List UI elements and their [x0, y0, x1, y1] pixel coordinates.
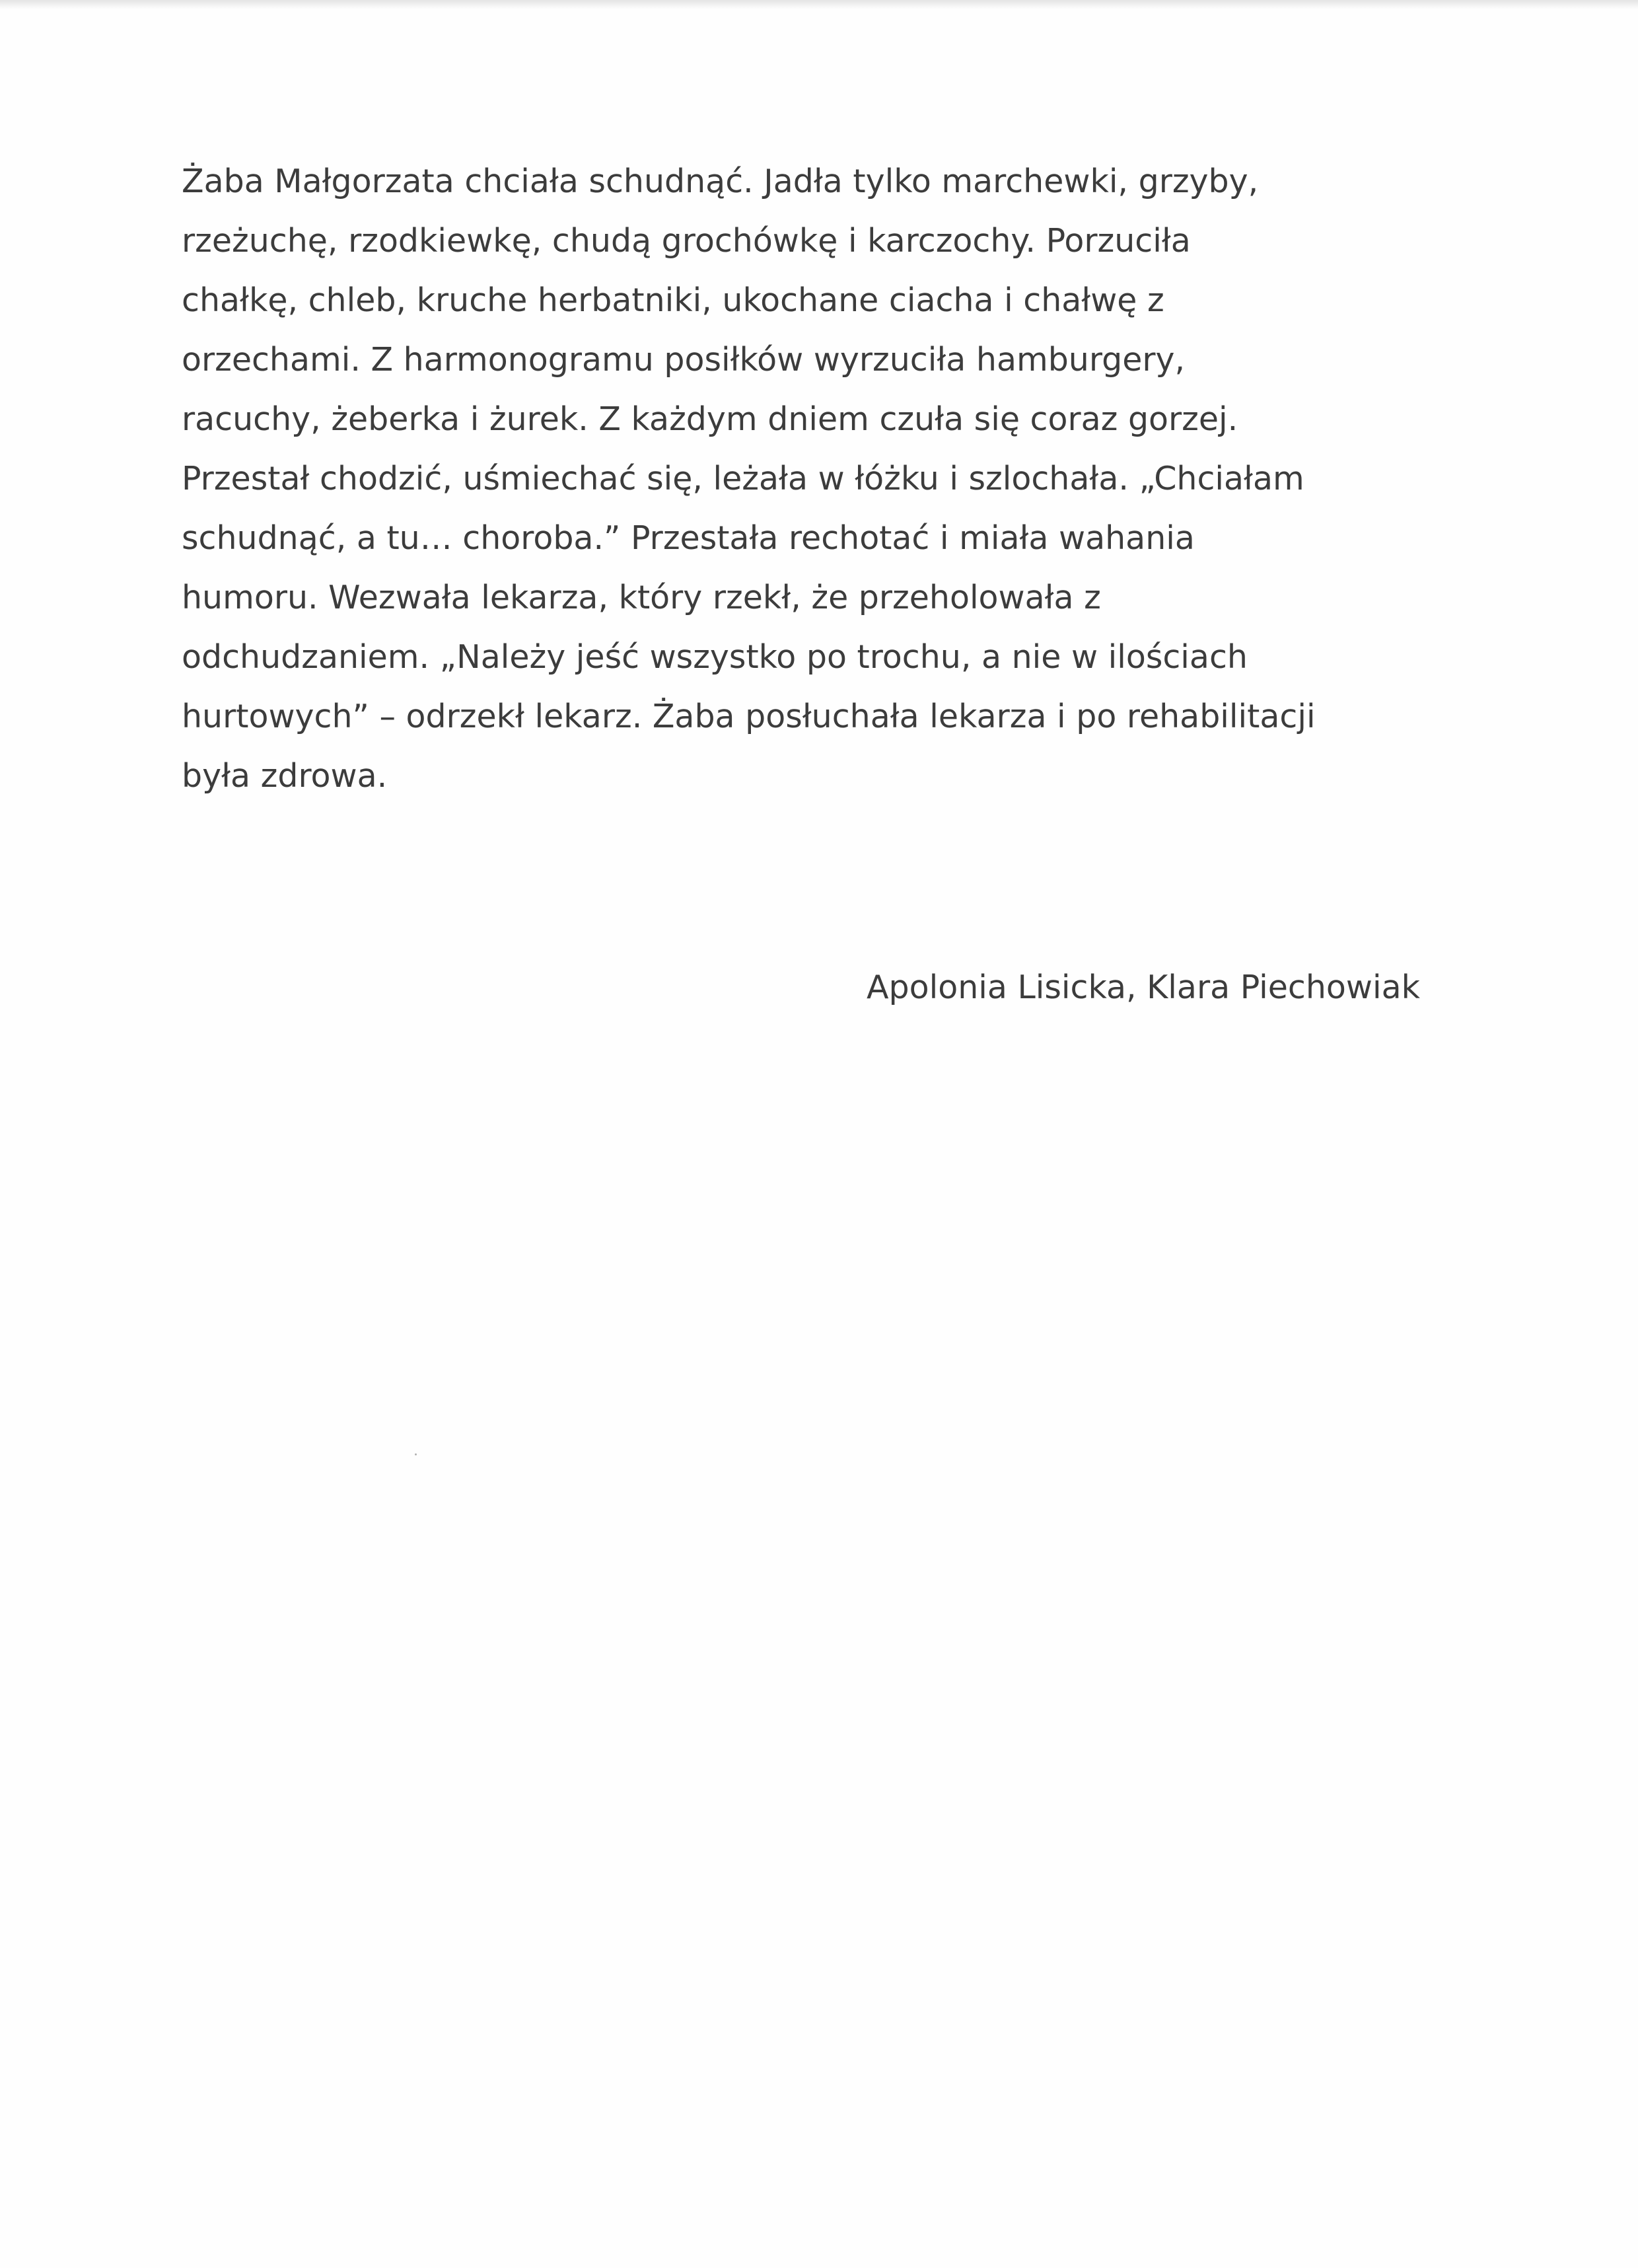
story-line-11: była zdrowa.	[182, 757, 388, 795]
story-line-4: orzechami. Z harmonogramu posiłków wyrzuciła hamburgery,	[182, 341, 1186, 379]
story-line-7: schudnąć, a tu… choroba.” Przestała rechotać i miała wahania	[182, 519, 1195, 557]
story-line-9: odchudzaniem. „Należy jeść wszystko po trochu, a nie w ilościach	[182, 638, 1248, 676]
story-line-1: Żaba Małgorzata chciała schudnąć. Jadła tylko marchewki, grzyby,	[182, 163, 1259, 200]
story-line-6: Przestał chodzić, uśmiechać się, leżała w łóżku i szlochała. „Chciałam	[182, 460, 1304, 497]
story-line-3: chałkę, chleb, kruche herbatniki, ukochane ciacha i chałwę z	[182, 281, 1164, 319]
scan-speck	[415, 1453, 417, 1455]
story-line-8: humoru. Wezwała lekarza, który rzekł, że przeholowała z	[182, 579, 1101, 616]
story-line-10: hurtowych” – odrzekł lekarz. Żaba posłuchała lekarza i po rehabilitacji	[182, 698, 1316, 735]
story-line-2: rzeżuchę, rzodkiewkę, chudą grochówkę i karczochy. Porzuciła	[182, 222, 1191, 260]
story-line-5: racuchy, żeberka i żurek. Z każdym dniem czuła się coraz gorzej.	[182, 400, 1238, 438]
scan-top-shadow	[0, 0, 1638, 9]
authors-signature: Apolonia Lisicka, Klara Piechowiak	[867, 969, 1420, 1006]
story-paragraph	[182, 152, 1450, 806]
